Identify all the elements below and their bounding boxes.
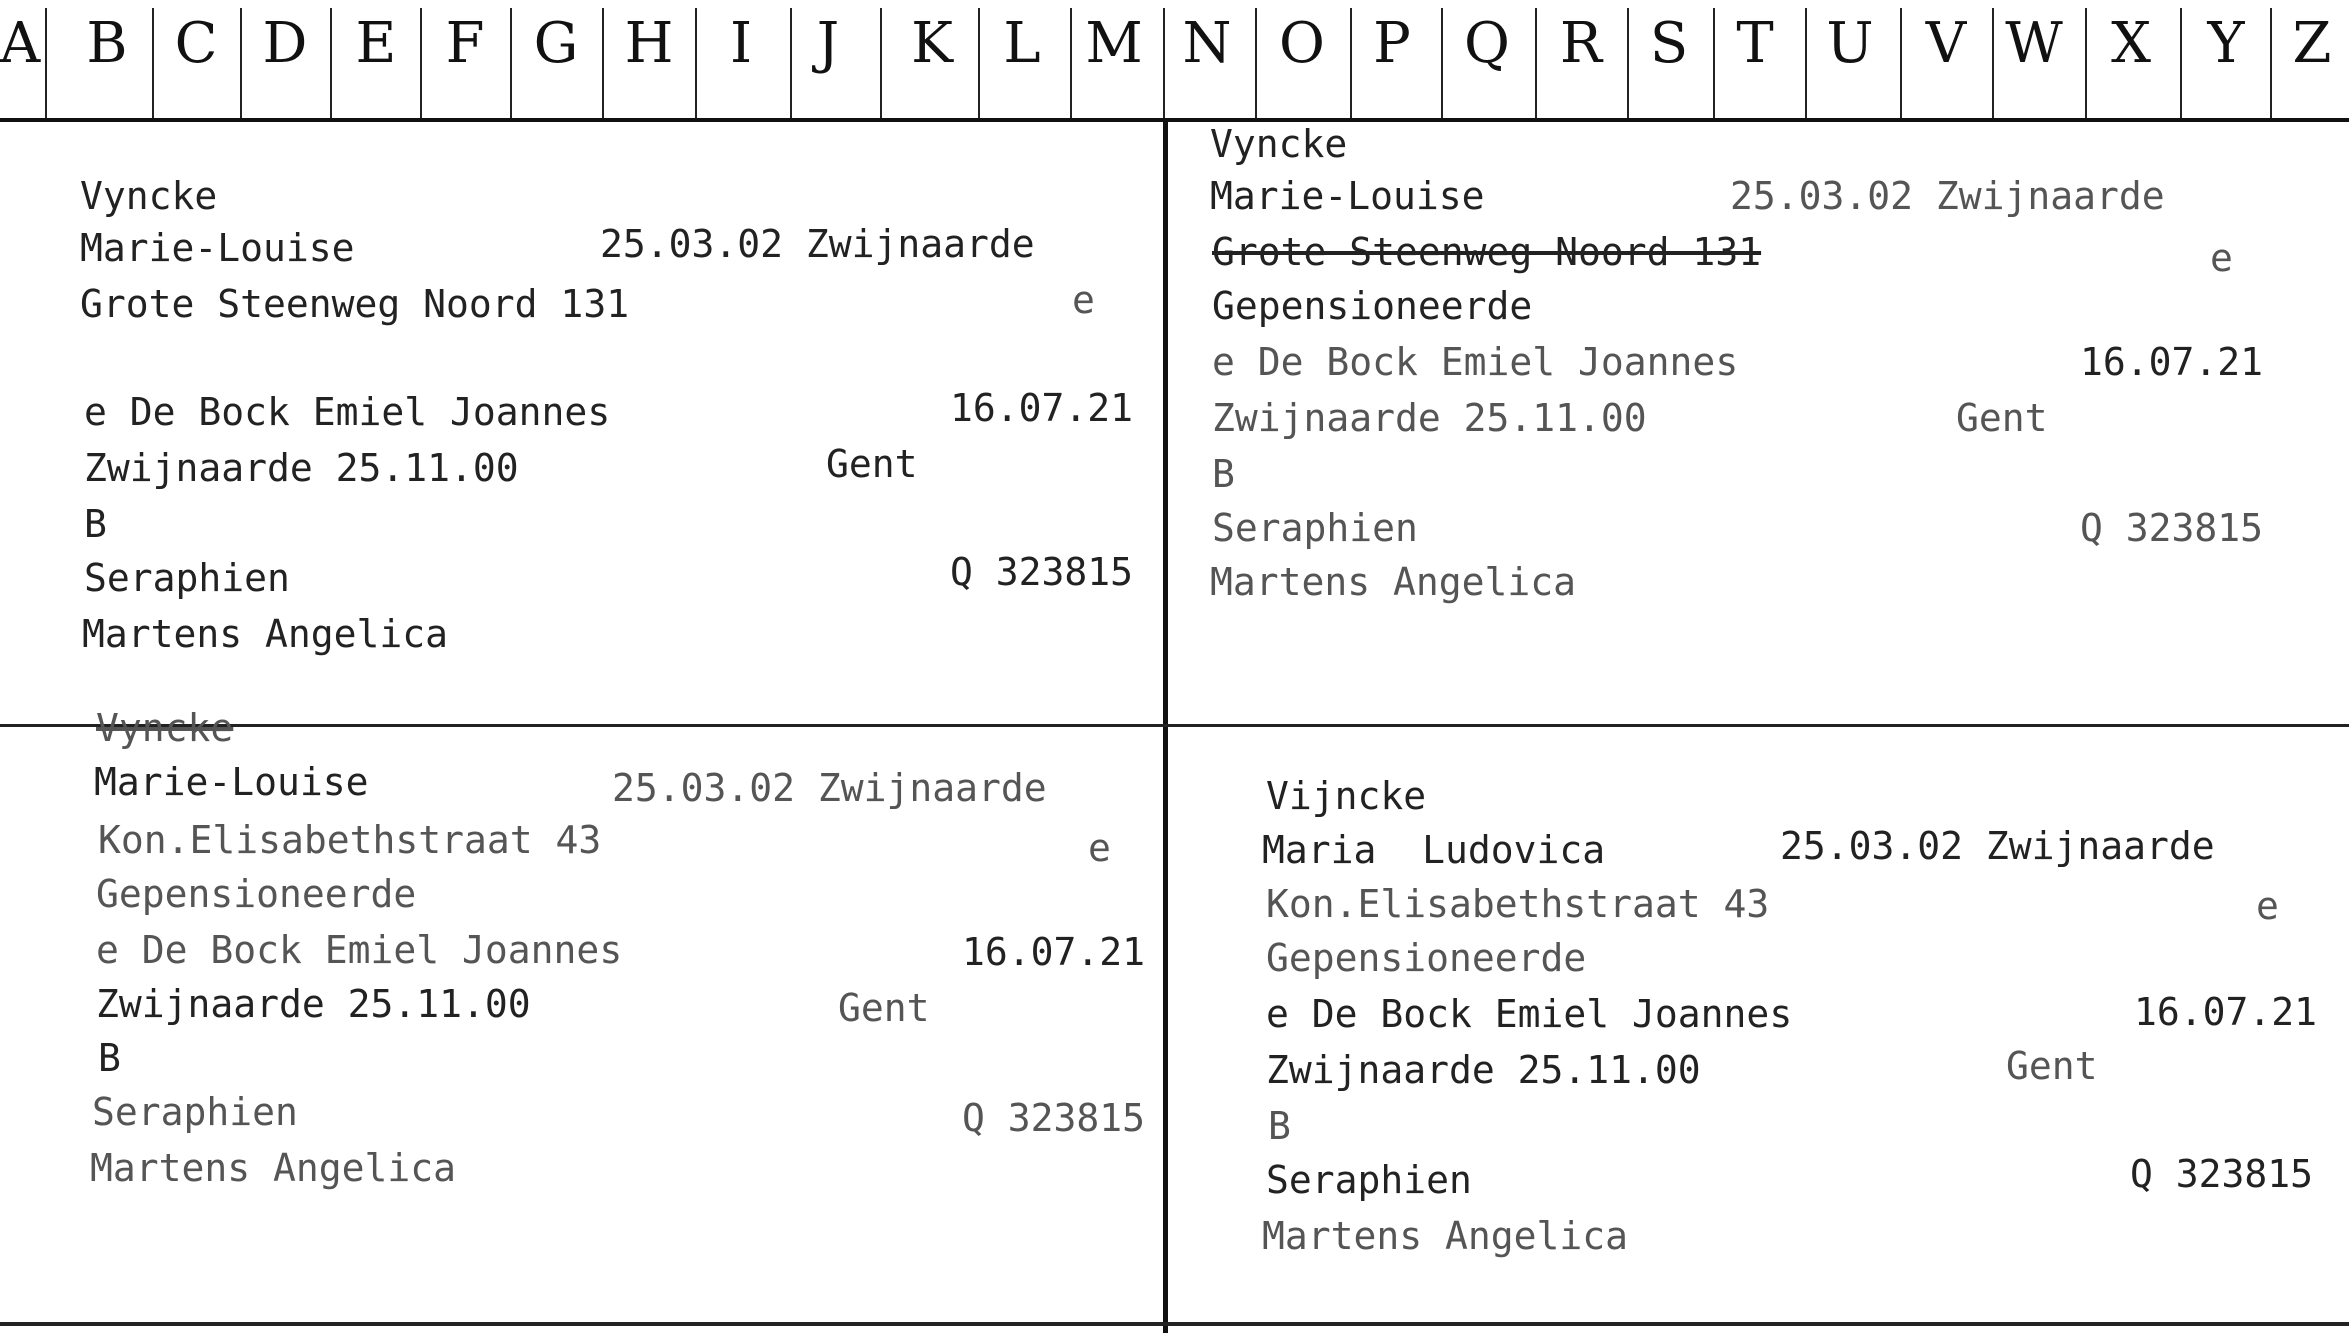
index-letter-z[interactable]: Z	[2292, 11, 2332, 76]
card-mother: Martens Angelica	[1210, 560, 1577, 604]
index-baseline	[0, 118, 2349, 122]
card-father: Seraphien	[84, 556, 290, 600]
card-spouse-birth: Zwijnaarde 25.11.00	[96, 982, 531, 1026]
card-spouse: e De Bock Emiel Joannes	[1212, 340, 1739, 384]
card-address: Kon.Elisabethstraat 43	[98, 818, 602, 862]
card-code: B	[98, 1036, 121, 1080]
card-spouse-birth: Zwijnaarde 25.11.00	[1212, 396, 1647, 440]
card-ref: Q 323815	[962, 1096, 1146, 1140]
index-letter-b[interactable]: B	[86, 11, 128, 76]
card-given-name: Marie-Louise	[94, 760, 369, 804]
card-spouse-place: Gent	[838, 986, 930, 1030]
card-divider-bottom	[0, 1322, 2349, 1326]
card-mother: Martens Angelica	[82, 612, 449, 656]
index-separator	[1163, 8, 1165, 118]
card-birth: 25.03.02 Zwijnaarde	[1780, 824, 2215, 868]
index-separator	[45, 8, 47, 118]
index-separator	[1992, 8, 1994, 118]
index-letter-c[interactable]: C	[174, 11, 218, 76]
index-separator	[1627, 8, 1629, 118]
index-letter-r[interactable]: R	[1559, 11, 1603, 76]
card-spouse-birth: Zwijnaarde 25.11.00	[1266, 1048, 1701, 1092]
card-divider-horizontal	[0, 724, 2349, 727]
index-letter-u[interactable]: U	[1826, 11, 1874, 76]
card-surname: Vijncke	[1266, 774, 1427, 818]
card-spouse: e De Bock Emiel Joannes	[84, 390, 611, 434]
card-occupation: Gepensioneerde	[1266, 936, 1587, 980]
card-marriage-date: 16.07.21	[2080, 340, 2264, 384]
index-letter-l[interactable]: L	[1003, 11, 1041, 76]
index-letter-q[interactable]: Q	[1464, 11, 1510, 76]
index-separator	[1350, 8, 1352, 118]
index-letter-e[interactable]: E	[355, 11, 397, 76]
index-separator	[1900, 8, 1902, 118]
index-letter-s[interactable]: S	[1649, 11, 1689, 76]
index-separator	[1255, 8, 1257, 118]
index-letter-k[interactable]: K	[911, 11, 953, 76]
card-mark: e	[1072, 278, 1095, 322]
card-marriage-date: 16.07.21	[2134, 990, 2318, 1034]
card-birth: 25.03.02 Zwijnaarde	[600, 222, 1035, 266]
card-father: Seraphien	[92, 1090, 298, 1134]
card-surname: Vyncke	[80, 174, 218, 218]
index-separator	[695, 8, 697, 118]
card-father: Seraphien	[1266, 1158, 1472, 1202]
index-separator	[240, 8, 242, 118]
index-separator	[790, 8, 792, 118]
index-letter-i[interactable]: I	[729, 11, 753, 76]
index-separator	[1713, 8, 1715, 118]
index-separator	[1805, 8, 1807, 118]
card-mother: Martens Angelica	[90, 1146, 457, 1190]
index-letter-j[interactable]: J	[816, 11, 840, 76]
card-spouse: e De Bock Emiel Joannes	[1266, 992, 1793, 1036]
card-marriage-date: 16.07.21	[950, 386, 1134, 430]
index-separator	[330, 8, 332, 118]
card-spouse-place: Gent	[1956, 396, 2048, 440]
card-birth: 25.03.02 Zwijnaarde	[612, 766, 1047, 810]
card-address-struck: Grote Steenweg Noord 131	[1212, 230, 1762, 274]
index-separator	[420, 8, 422, 118]
index-letter-m[interactable]: M	[1085, 11, 1143, 76]
card-birth: 25.03.02 Zwijnaarde	[1730, 174, 2165, 218]
card-ref: Q 323815	[2130, 1152, 2314, 1196]
index-separator	[2270, 8, 2272, 118]
card-mark: e	[2210, 236, 2233, 280]
index-letter-w[interactable]: W	[2005, 11, 2063, 76]
card-occupation: Gepensioneerde	[1212, 284, 1533, 328]
card-mother: Martens Angelica	[1262, 1214, 1629, 1258]
card-ref: Q 323815	[2080, 506, 2264, 550]
card-code: B	[84, 502, 107, 546]
card-code: B	[1268, 1104, 1291, 1148]
card-address: Kon.Elisabethstraat 43	[1266, 882, 1770, 926]
card-occupation: Gepensioneerde	[96, 872, 417, 916]
index-separator	[602, 8, 604, 118]
card-given-name: Maria Ludovica	[1262, 828, 1606, 872]
index-separator	[2180, 8, 2182, 118]
index-separator	[978, 8, 980, 118]
alphabet-index	[0, 0, 2349, 120]
index-letter-g[interactable]: G	[533, 11, 579, 76]
index-letter-a[interactable]: A	[0, 11, 41, 76]
card-mark: e	[1088, 826, 1111, 870]
index-letter-x[interactable]: X	[2111, 11, 2151, 76]
index-letter-h[interactable]: H	[624, 11, 674, 76]
card-divider-vertical	[1163, 122, 1168, 1333]
index-letter-o[interactable]: O	[1279, 11, 1325, 76]
index-letter-t[interactable]: T	[1736, 11, 1774, 76]
card-ref: Q 323815	[950, 550, 1134, 594]
index-separator	[1070, 8, 1072, 118]
card-spouse: e De Bock Emiel Joannes	[96, 928, 623, 972]
card-spouse-place: Gent	[826, 442, 918, 486]
index-separator	[1441, 8, 1443, 118]
index-letter-p[interactable]: P	[1373, 11, 1411, 76]
index-letter-f[interactable]: F	[445, 11, 485, 76]
index-separator	[152, 8, 154, 118]
index-letter-n[interactable]: N	[1182, 11, 1232, 76]
index-letter-d[interactable]: D	[262, 11, 308, 76]
index-separator	[510, 8, 512, 118]
index-separator	[1535, 8, 1537, 118]
index-separator	[2085, 8, 2087, 118]
index-separator	[880, 8, 882, 118]
card-spouse-birth: Zwijnaarde 25.11.00	[84, 446, 519, 490]
card-given-name: Marie-Louise	[1210, 174, 1485, 218]
card-surname: Vyncke	[1210, 122, 1348, 166]
index-letter-v[interactable]: V	[1925, 11, 1967, 76]
card-father: Seraphien	[1212, 506, 1418, 550]
index-letter-y[interactable]: Y	[2207, 11, 2245, 76]
card-surname-struck: Vyncke	[96, 706, 234, 750]
card-address: Grote Steenweg Noord 131	[80, 282, 630, 326]
card-marriage-date: 16.07.21	[962, 930, 1146, 974]
card-spouse-place: Gent	[2006, 1044, 2098, 1088]
card-code: B	[1212, 452, 1235, 496]
card-mark: e	[2256, 884, 2279, 928]
card-given-name: Marie-Louise	[80, 226, 355, 270]
